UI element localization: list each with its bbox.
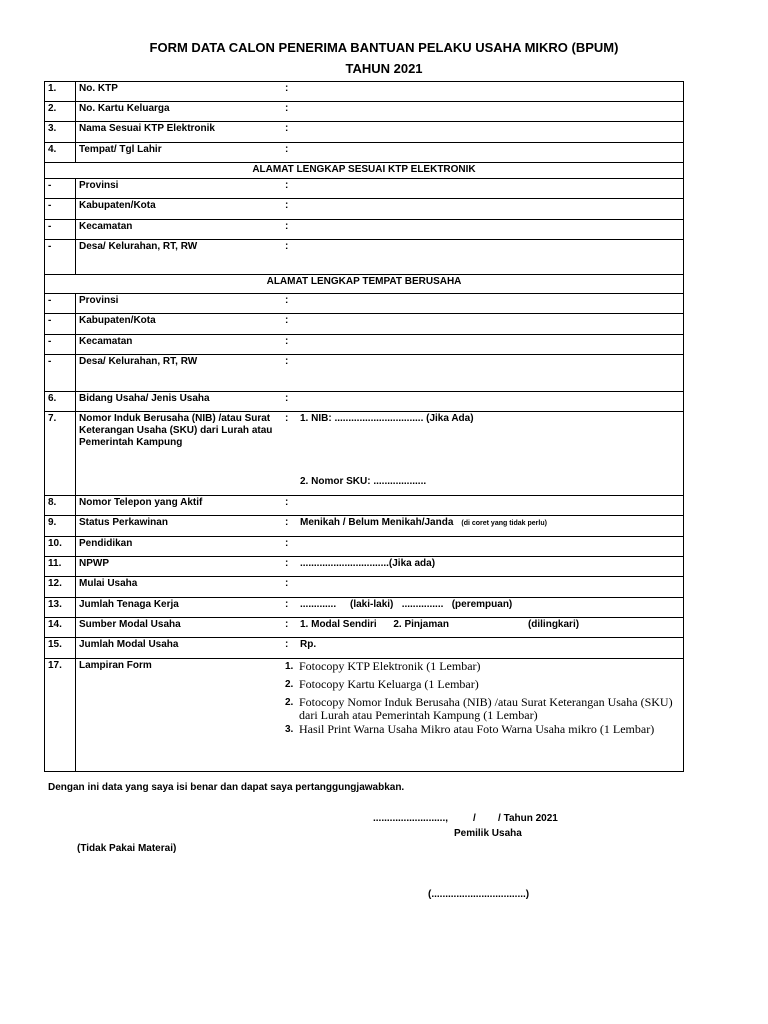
- row-label: Status Perkawinan: [76, 516, 283, 537]
- row-dash: -: [45, 220, 76, 240]
- materai-note: (Tidak Pakai Materai): [77, 843, 177, 854]
- ktp-kecamatan-row: [45, 220, 684, 240]
- ktp-kabupaten-field[interactable]: [282, 199, 684, 220]
- usaha-provinsi-row: [45, 294, 684, 314]
- pendidikan-field[interactable]: [282, 537, 684, 557]
- row-number: 10.: [45, 537, 76, 557]
- row-label: Kecamatan: [76, 220, 283, 240]
- npwp-field[interactable]: [282, 557, 684, 577]
- row-label: NPWP: [76, 557, 283, 577]
- row-label: Jumlah Modal Usaha: [76, 638, 283, 659]
- colon: :: [285, 336, 289, 347]
- jumlah-modal-field[interactable]: [282, 638, 684, 659]
- lampiran-list: [282, 659, 684, 772]
- attachment-text: Hasil Print Warna Usaha Mikro atau Foto Warna Usaha mikro (1 Lembar): [299, 722, 655, 736]
- colon: :: [285, 103, 289, 114]
- row-label: Pendidikan: [76, 537, 283, 557]
- colon: :: [285, 413, 289, 424]
- ttl-field[interactable]: [282, 143, 684, 163]
- row-dash: -: [45, 199, 76, 220]
- row-npwp: [45, 557, 684, 577]
- telepon-field[interactable]: [282, 496, 684, 516]
- ktp-provinsi-row: [45, 179, 684, 199]
- row-label: Mulai Usaha: [76, 577, 283, 598]
- usaha-desa-field[interactable]: [282, 355, 684, 392]
- colon: :: [285, 180, 289, 191]
- nama-field[interactable]: [282, 122, 684, 143]
- row-number: 13.: [45, 598, 76, 618]
- bidang-usaha-field[interactable]: [282, 392, 684, 412]
- row-number: 7.: [45, 412, 76, 496]
- colon: :: [285, 497, 289, 508]
- colon: :: [285, 538, 289, 549]
- row-number: 15.: [45, 638, 76, 659]
- colon: :: [285, 83, 289, 94]
- colon: :: [285, 221, 289, 232]
- attachment-item: [285, 678, 680, 691]
- colon: :: [285, 123, 289, 134]
- form-title: FORM DATA CALON PENERIMA BANTUAN PELAKU USAHA MIKRO (BPUM): [149, 40, 619, 55]
- row-label: Kabupaten/Kota: [76, 199, 283, 220]
- form-year: TAHUN 2021: [345, 61, 423, 76]
- row-dash: -: [45, 335, 76, 355]
- usaha-desa-row: [45, 355, 684, 392]
- attachment-number: 2.: [285, 697, 294, 708]
- signature-line[interactable]: (..................................): [428, 889, 530, 900]
- row-lampiran: [45, 659, 684, 772]
- row-label: Nomor Telepon yang Aktif: [76, 496, 283, 516]
- row-number: 12.: [45, 577, 76, 598]
- row-number: 3.: [45, 122, 76, 143]
- row-mulai-usaha: [45, 577, 684, 598]
- attachment-item: [285, 723, 680, 736]
- nib-sku-field[interactable]: [282, 412, 684, 496]
- usaha-kecamatan-field[interactable]: [282, 335, 684, 355]
- tenaga-kerja-field[interactable]: [282, 598, 684, 618]
- row-label: No. KTP: [76, 82, 283, 102]
- sku-option: 2. Nomor SKU: ...................: [300, 476, 427, 487]
- status-perkawinan-field[interactable]: [282, 516, 684, 537]
- ktp-kabupaten-row: [45, 199, 684, 220]
- attachment-text: Fotocopy Kartu Keluarga (1 Lembar): [299, 677, 479, 691]
- row-label: Kabupaten/Kota: [76, 314, 283, 335]
- mulai-usaha-field[interactable]: [282, 577, 684, 598]
- rupiah-prefix: Rp.: [300, 639, 317, 650]
- kk-field[interactable]: [282, 102, 684, 122]
- row-kk: [45, 102, 684, 122]
- colon: :: [285, 356, 289, 367]
- section-header-usaha: [45, 275, 684, 294]
- attachment-number: 1.: [285, 661, 294, 672]
- ktp-field[interactable]: [282, 82, 684, 102]
- sumber-modal-options: 1. Modal Sendiri 2. Pinjaman: [300, 619, 449, 630]
- ktp-kecamatan-field[interactable]: [282, 220, 684, 240]
- colon: :: [285, 315, 289, 326]
- usaha-kecamatan-row: [45, 335, 684, 355]
- nib-option: 1. NIB: ................................ (Jika Ada): [300, 413, 474, 424]
- row-telepon: [45, 496, 684, 516]
- row-number: 6.: [45, 392, 76, 412]
- row-number: 14.: [45, 618, 76, 638]
- row-number: 2.: [45, 102, 76, 122]
- attachment-text: Fotocopy KTP Elektronik (1 Lembar): [299, 659, 481, 673]
- colon: :: [285, 144, 289, 155]
- row-bidang-usaha: [45, 392, 684, 412]
- sumber-modal-field[interactable]: [282, 618, 684, 638]
- section-title: ALAMAT LENGKAP TEMPAT BERUSAHA: [45, 275, 684, 294]
- attachment-text: Fotocopy Nomor Induk Berusaha (NIB) /atau Surat Keterangan Usaha (SKU) dari Lurah atau Pemerintah Kampung (1 Lembar): [299, 695, 673, 722]
- row-label: Nama Sesuai KTP Elektronik: [76, 122, 283, 143]
- usaha-provinsi-field[interactable]: [282, 294, 684, 314]
- row-label: Desa/ Kelurahan, RT, RW: [76, 240, 283, 275]
- tenaga-kerja-value: ............. (laki-laki) ............... (perempuan): [300, 599, 513, 610]
- row-number: 4.: [45, 143, 76, 163]
- attachment-item: [285, 696, 680, 722]
- section-title: ALAMAT LENGKAP SESUAI KTP ELEKTRONIK: [45, 163, 684, 179]
- row-pendidikan: [45, 537, 684, 557]
- colon: :: [285, 619, 289, 630]
- usaha-kabupaten-field[interactable]: [282, 314, 684, 335]
- row-label: Provinsi: [76, 294, 283, 314]
- colon: :: [285, 639, 289, 650]
- row-number: 8.: [45, 496, 76, 516]
- row-number: 1.: [45, 82, 76, 102]
- colon: :: [285, 558, 289, 569]
- row-label: Sumber Modal Usaha: [76, 618, 283, 638]
- colon: :: [285, 578, 289, 589]
- row-label: Desa/ Kelurahan, RT, RW: [76, 355, 283, 392]
- row-nama: [45, 122, 684, 143]
- row-ttl: [45, 143, 684, 163]
- row-label: Lampiran Form: [76, 659, 283, 772]
- colon: :: [285, 200, 289, 211]
- owner-label: Pemilik Usaha: [454, 828, 522, 839]
- row-number: 9.: [45, 516, 76, 537]
- row-label: Nomor Induk Berusaha (NIB) /atau Surat Keterangan Usaha (SKU) dari Lurah atau Pemerintah Kampung: [76, 412, 283, 496]
- colon: :: [285, 295, 289, 306]
- row-tenaga-kerja: [45, 598, 684, 618]
- row-nib-sku: [45, 412, 684, 496]
- colon: :: [285, 393, 289, 404]
- row-jumlah-modal: [45, 638, 684, 659]
- row-status-perkawinan: [45, 516, 684, 537]
- row-dash: -: [45, 240, 76, 275]
- form-table: [44, 81, 684, 772]
- circle-note: (dilingkari): [527, 619, 580, 630]
- ktp-desa-field[interactable]: [282, 240, 684, 275]
- ktp-desa-row: [45, 240, 684, 275]
- attachment-number: 3.: [285, 724, 294, 735]
- row-label: No. Kartu Keluarga: [76, 102, 283, 122]
- row-label: Kecamatan: [76, 335, 283, 355]
- row-dash: -: [45, 355, 76, 392]
- row-number: 11.: [45, 557, 76, 577]
- ktp-provinsi-field[interactable]: [282, 179, 684, 199]
- attachment-item: [285, 660, 680, 673]
- declaration-text: Dengan ini data yang saya isi benar dan dapat saya pertanggungjawabkan.: [48, 782, 405, 793]
- row-label: Bidang Usaha/ Jenis Usaha: [76, 392, 283, 412]
- colon: :: [285, 241, 289, 252]
- row-label: Provinsi: [76, 179, 283, 199]
- row-number: 17.: [45, 659, 76, 772]
- row-dash: -: [45, 294, 76, 314]
- row-dash: -: [45, 179, 76, 199]
- usaha-kabupaten-row: [45, 314, 684, 335]
- status-options: Menikah / Belum Menikah/Janda: [300, 517, 454, 528]
- row-label: Tempat/ Tgl Lahir: [76, 143, 283, 163]
- colon: :: [285, 599, 289, 610]
- colon: :: [285, 517, 289, 528]
- row-dash: -: [45, 314, 76, 335]
- date-line[interactable]: .........................., / / Tahun 2021: [373, 813, 558, 824]
- section-header-ktp: [45, 163, 684, 179]
- attachment-number: 2.: [285, 679, 294, 690]
- row-label: Jumlah Tenaga Kerja: [76, 598, 283, 618]
- strike-note: (di coret yang tidak perlu): [461, 520, 547, 527]
- npwp-value: ................................(Jika ada): [300, 558, 436, 569]
- row-ktp: [45, 82, 684, 102]
- row-sumber-modal: [45, 618, 684, 638]
